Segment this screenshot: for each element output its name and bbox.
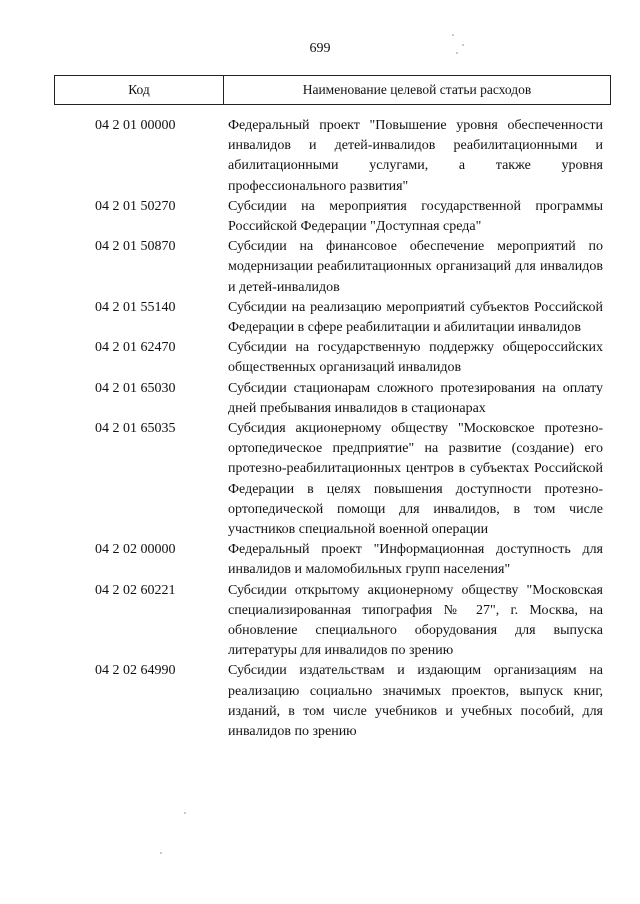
row-text: Субсидии на мероприятия государственной программы Российской Федерации "Доступная среда" <box>228 198 603 235</box>
row-code: 04 2 02 00000 <box>95 542 176 558</box>
scan-speck <box>452 34 454 36</box>
table-row <box>54 419 611 540</box>
page-number: 699 <box>309 41 331 56</box>
table-row <box>54 116 611 197</box>
row-code: 04 2 01 00000 <box>95 118 176 133</box>
row-code: 04 2 01 62470 <box>95 340 176 356</box>
table-header <box>54 75 611 105</box>
row-code: 04 2 01 50270 <box>95 198 176 214</box>
scan-speck <box>462 44 464 46</box>
row-code: 04 2 02 64990 <box>95 663 176 679</box>
row-text: Федеральный проект "Повышение уровня обеспеченности инвалидов и детей-инвалидов реабилитационными и абилитационными услугами, а также уровня профессионального развития" <box>228 118 603 194</box>
row-code: 04 2 01 50870 <box>95 239 176 255</box>
table-row <box>54 298 611 338</box>
table-body <box>54 116 611 742</box>
row-text: Федеральный проект "Информационная доступность для инвалидов и маломобильных групп населения" <box>228 542 603 578</box>
row-text: Субсидии на реализацию мероприятий субъектов Российской Федерации в сфере реабилитации и абилитации инвалидов <box>228 299 603 336</box>
table-row <box>54 237 611 298</box>
row-code: 04 2 02 60221 <box>95 582 176 598</box>
header-name: Наименование целевой статьи расходов <box>302 82 532 97</box>
row-text: Субсидии издательствам и издающим организациям на реализацию социально значимых проектов, выпуск книг, изданий, в том числе учебников и учебных пособий, для инвалидов по зрению <box>228 663 603 740</box>
table-row <box>54 540 611 580</box>
table-row <box>54 197 611 237</box>
row-text: Субсидии на государственную поддержку общероссийских общественных организаций инвалидов <box>228 340 603 376</box>
table-row <box>54 379 611 419</box>
row-text: Субсидии на финансовое обеспечение мероприятий по модернизации реабилитационных организаций для инвалидов и детей-инвалидов <box>228 239 603 295</box>
row-code: 04 2 01 65035 <box>95 421 176 437</box>
scan-speck <box>160 852 162 854</box>
row-text: Субсидия акционерному обществу "Московское протезно-ортопедическое предприятие" на развитие (создание) его протезно-реабилитационных центров в субъектах Российской Федерации в целях повышения доступности протезно-ортопедической помощи для инвалидов, в том числе участников специальной военной операции <box>228 421 603 538</box>
row-code: 04 2 01 65030 <box>95 380 176 396</box>
row-text: Субсидии открытому акционерному обществу "Московская специализированная типография № 27", г. Москва, на обновление специального оборудования для выпуска литературы для инвалидов по зрению <box>228 582 603 659</box>
table-row <box>54 338 611 378</box>
table-row <box>54 661 611 742</box>
scan-speck <box>184 812 186 814</box>
table-row <box>54 581 611 662</box>
row-text: Субсидии стационарам сложного протезирования на оплату дней пребывания инвалидов в стационарах <box>228 380 603 416</box>
row-code: 04 2 01 55140 <box>95 299 176 315</box>
scan-speck <box>456 52 458 54</box>
header-code: Код <box>55 76 224 104</box>
